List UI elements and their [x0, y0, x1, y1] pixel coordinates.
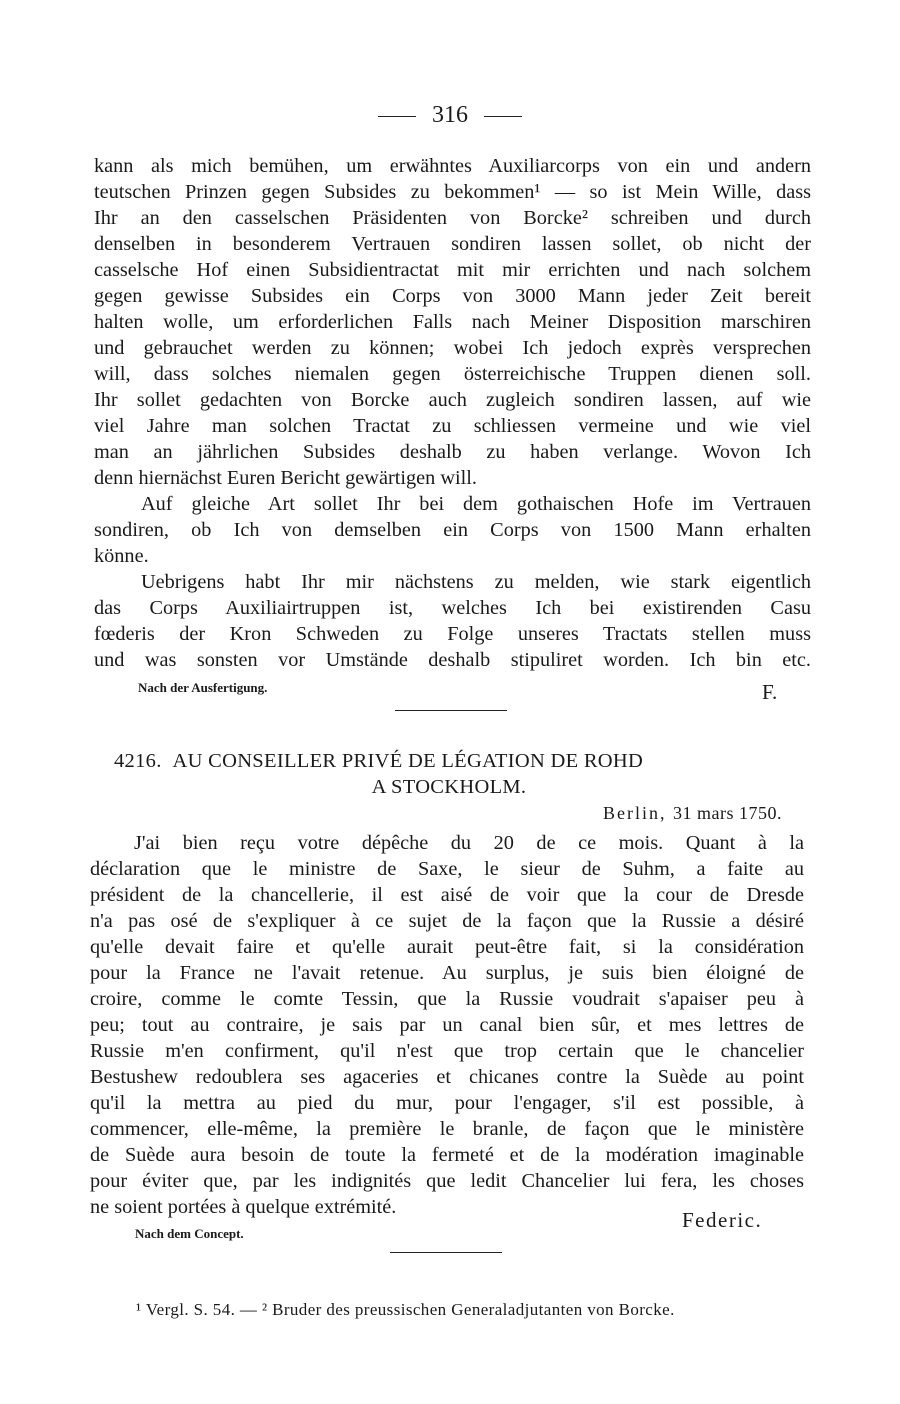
text-line: Ihr an den casselschen Präsidenten von Borcke² schreiben und durch [94, 207, 811, 229]
letter-2-body [90, 830, 804, 1220]
text-line: peu; tout au contraire, je sais par un canal bien sûr, et mes lettres de [90, 1014, 804, 1036]
text-line: denselben in besonderem Vertrauen sondiren lassen sollet, ob nicht der [94, 233, 811, 255]
text-line: commencer, elle-même, la première le branle, de façon que le ministère [90, 1118, 804, 1140]
text-line: casselsche Hof einen Subsidientractat mit mir errichten und nach solchem [94, 259, 811, 281]
text-line: gegen gewisse Subsides ein Corps von 3000 Mann jeder Zeit bereit [94, 285, 811, 307]
letter-title-line-1: AU CONSEILLER PRIVÉ DE LÉGATION DE ROHD [172, 750, 644, 772]
letter-number: 4216. [114, 750, 162, 772]
text-line: und gebrauchet werden zu können; wobei Ich jedoch exprès versprechen [94, 337, 811, 359]
text-line: Auf gleiche Art sollet Ihr bei dem gothaischen Hofe im Vertrauen [141, 493, 811, 515]
text-line: pour éviter que, par les indignités que ledit Chancelier lui fera, les choses [90, 1170, 804, 1192]
text-line: will, dass solches niemalen gegen österreichische Truppen dienen soll. [94, 363, 811, 385]
text-line: ne soient portées à quelque extrémité. [90, 1196, 397, 1218]
text-line: teutschen Prinzen gegen Subsides zu bekommen¹ — so ist Mein Wille, dass [94, 181, 811, 203]
letter-1-signature: F. [762, 680, 778, 704]
text-line: fœderis der Kron Schweden zu Folge unseres Tractats stellen muss [94, 623, 811, 645]
letter-2-heading [114, 748, 784, 800]
page-header [0, 102, 900, 129]
text-line: viel Jahre man solchen Tractat zu schliessen vermeine und wie viel [94, 415, 811, 437]
header-dash-left [378, 116, 416, 117]
text-line: Uebrigens habt Ihr mir nächstens zu melden, wie stark eigentlich [141, 571, 811, 593]
text-line: halten wolle, um erforderlichen Falls nach Meiner Disposition marschiren [94, 311, 811, 333]
text-line: qu'elle devait faire et qu'elle aurait peut-être fait, si la considération [90, 936, 804, 958]
footnotes: ¹ Vergl. S. 54. — ² Bruder des preussischen Generaladjutanten von Borcke. [136, 1300, 675, 1319]
letter-2-signature: Federic. [682, 1208, 763, 1232]
letter-1-source-note: Nach der Ausfertigung. [138, 680, 268, 695]
text-line: n'a pas osé de s'expliquer à ce sujet de la façon que la Russie a désiré [90, 910, 804, 932]
letter-title-line-2: A STOCKHOLM. [371, 776, 527, 798]
header-dash-right [484, 116, 522, 117]
text-line: pour la France ne l'avait retenue. Au surplus, je suis bien éloigné de [90, 962, 804, 984]
text-line: qu'il la mettra au pied du mur, pour l'engager, s'il est possible, à [90, 1092, 804, 1114]
dateline-date: 31 mars 1750. [673, 803, 782, 823]
text-line: und was sonsten vor Umstände deshalb stipuliret worden. Ich bin etc. [94, 649, 811, 671]
text-line: de Suède aura besoin de toute la fermeté et de la modération imaginable [90, 1144, 804, 1166]
text-line: croire, comme le comte Tessin, que la Russie voudrait s'apaiser peu à [90, 988, 804, 1010]
text-line: Bestushew redoublera ses agaceries et chicanes contre la Suède au point [90, 1066, 804, 1088]
text-line: denn hiernächst Euren Bericht gewärtigen will. [94, 467, 477, 489]
section-divider [395, 710, 507, 711]
text-line: président de la chancellerie, il est aisé de voir que la cour de Dresde [90, 884, 804, 906]
letter-2-source-note: Nach dem Concept. [135, 1226, 244, 1241]
text-line: kann als mich bemühen, um erwähntes Auxiliarcorps von ein und andern [94, 155, 811, 177]
text-line: Ihr sollet gedachten von Borcke auch zugleich sondiren lassen, auf wie [94, 389, 811, 411]
letter-1-body [94, 153, 811, 673]
text-line: J'ai bien reçu votre dépêche du 20 de ce mois. Quant à la [134, 832, 804, 854]
text-line: déclaration que le ministre de Saxe, le sieur de Suhm, a faite au [90, 858, 804, 880]
text-line: Russie m'en confirment, qu'il n'est que trop certain que le chancelier [90, 1040, 804, 1062]
text-line: das Corps Auxiliairtruppen ist, welches Ich bei existirenden Casu [94, 597, 811, 619]
page-number: 316 [432, 102, 468, 128]
dateline [603, 803, 782, 824]
dateline-place: Berlin, [603, 803, 667, 823]
footnote-divider [390, 1252, 502, 1253]
text-line: man an jährlichen Subsides deshalb zu haben verlange. Wovon Ich [94, 441, 811, 463]
text-line: könne. [94, 545, 149, 567]
text-line: sondiren, ob Ich von demselben ein Corps von 1500 Mann erhalten [94, 519, 811, 541]
